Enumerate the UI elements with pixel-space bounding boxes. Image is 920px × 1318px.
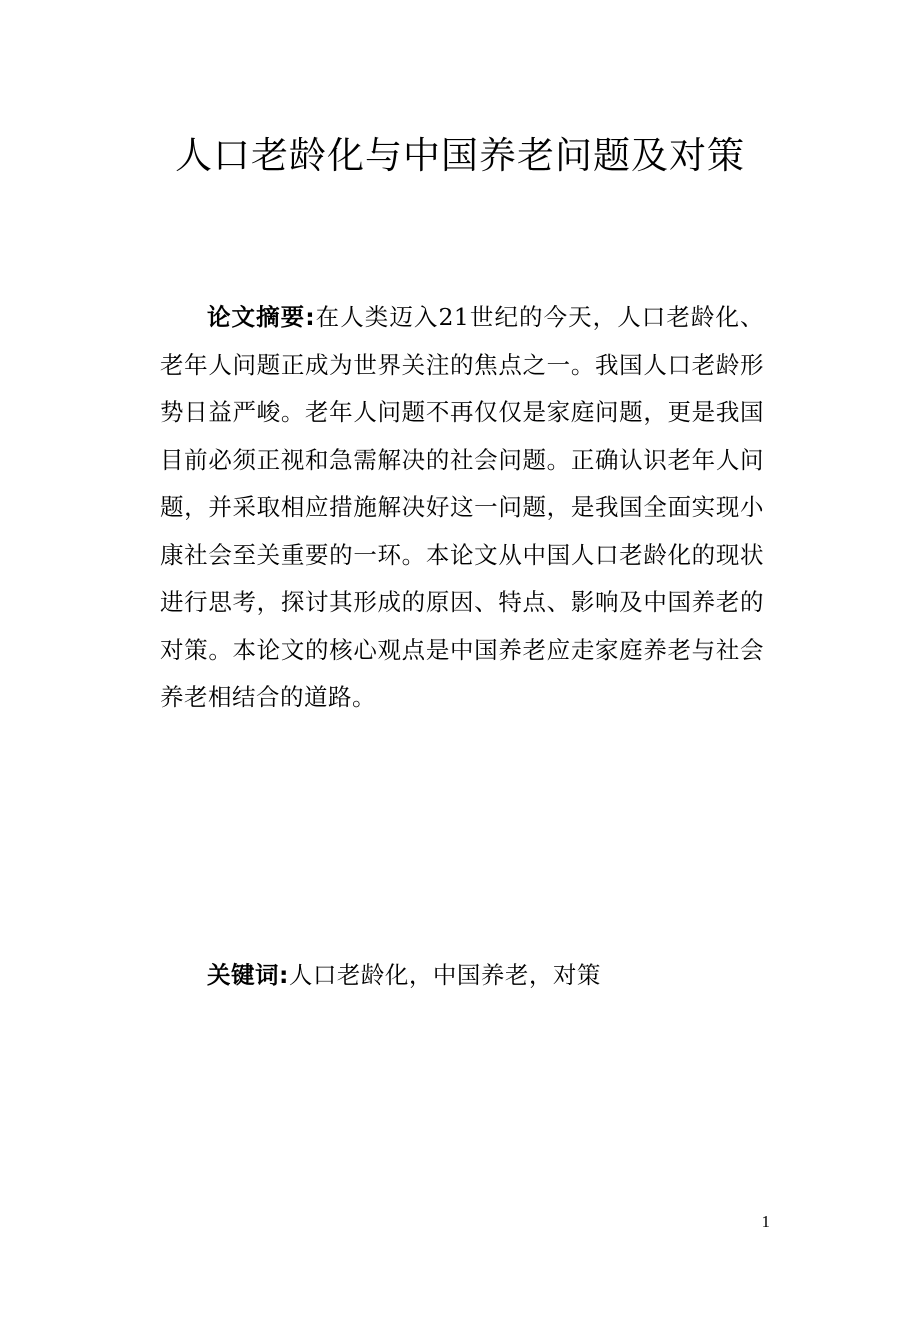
keywords-label: 关键词: [207,961,289,989]
keywords-line [207,952,767,1000]
document-title: 人口老龄化与中国养老问题及对策 [175,134,745,177]
abstract-paragraph [160,294,764,722]
abstract-label: 论文摘要: [207,303,316,331]
keywords-text: 人口老龄化，中国养老，对策 [288,961,601,989]
page-number: 1 [761,1212,770,1231]
abstract-text: 在人类迈入21世纪的今天，人口老龄化、老年人问题正成为世界关注的焦点之一。我国人口老龄形势日益严峻。老年人问题不再仅仅是家庭问题，更是我国目前必须正视和急需解决的社会问题。正确认识老年人问题，并采取相应措施解决好这一问题，是我国全面实现小康社会至关重要的一环。本论文从中国人口老龄化的现状进行思考，探讨其形成的原因、特点、影响及中国养老的对策。本论文的核心观点是中国养老应走家庭养老与社会养老相结合的道路。 [160,303,764,711]
